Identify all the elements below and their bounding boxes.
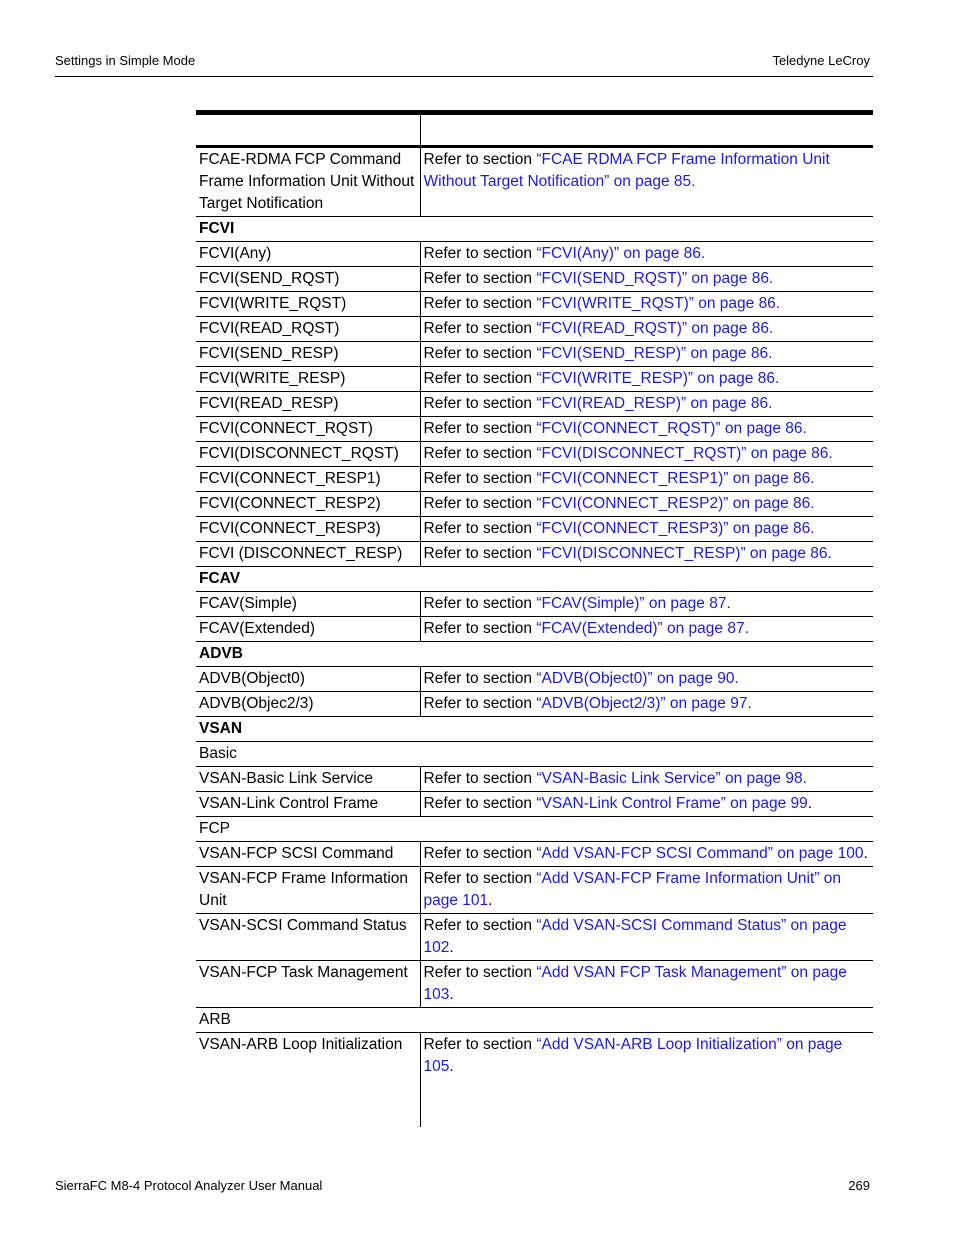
reference-cell — [420, 147, 873, 217]
reference-suffix: . — [449, 939, 454, 956]
cross-reference-link[interactable]: “Add VSAN-ARB Loop Initialization” on page 105 — [423, 1036, 843, 1075]
reference-suffix: . — [449, 1058, 454, 1075]
table-row — [196, 842, 873, 867]
field-name-cell: FCVI(DISCONNECT_RQST) — [196, 442, 420, 467]
reference-cell — [420, 367, 873, 392]
table-row — [196, 242, 873, 267]
reference-prefix: Refer to section — [423, 495, 537, 512]
cross-reference-link[interactable]: “FCVI(CONNECT_RESP1)” on page 86. — [536, 470, 815, 487]
reference-cell — [420, 292, 873, 317]
cross-reference-link[interactable]: “FCVI(Any)” on page 86. — [536, 245, 706, 262]
field-name-cell: FCVI(WRITE_RESP) — [196, 367, 420, 392]
cross-reference-link[interactable]: “Add VSAN-FCP SCSI Command” on page 100 — [536, 845, 864, 862]
reference-prefix: Refer to section — [423, 151, 537, 168]
reference-prefix: Refer to section — [423, 545, 537, 562]
cross-reference-link[interactable]: “FCVI(WRITE_RQST)” on page 86. — [536, 295, 781, 312]
footer-page-number: 269 — [848, 1178, 870, 1193]
reference-suffix: . — [488, 892, 493, 909]
reference-table — [196, 110, 873, 1127]
reference-cell — [420, 392, 873, 417]
field-name-cell: VSAN-FCP Task Management — [196, 961, 420, 1008]
cross-reference-link[interactable]: “ADVB(Object0)” on page 90. — [536, 670, 739, 687]
reference-cell — [420, 617, 873, 642]
field-name-cell: VSAN-Basic Link Service — [196, 767, 420, 792]
cross-reference-link[interactable]: “Add VSAN FCP Task Management” on page 103 — [423, 964, 847, 1003]
field-name-cell: FCVI(CONNECT_RESP2) — [196, 492, 420, 517]
reference-cell — [420, 961, 873, 1008]
reference-cell — [420, 867, 873, 914]
cross-reference-link[interactable]: “FCAV(Simple)” on page 87. — [536, 595, 731, 612]
table-row — [196, 417, 873, 442]
reference-prefix: Refer to section — [423, 620, 537, 637]
reference-prefix: Refer to section — [423, 470, 537, 487]
field-name-cell: FCVI(SEND_RQST) — [196, 267, 420, 292]
reference-prefix: Refer to section — [423, 520, 537, 537]
reference-prefix: Refer to section — [423, 845, 537, 862]
field-name-cell: FCAV(Extended) — [196, 617, 420, 642]
field-name-cell: VSAN-FCP SCSI Command — [196, 842, 420, 867]
table-row — [196, 914, 873, 961]
reference-cell — [420, 692, 873, 717]
reference-prefix: Refer to section — [423, 917, 537, 934]
cross-reference-link[interactable]: “FCAE RDMA FCP Frame Information Unit Without Target Notification” on page 85. — [423, 151, 830, 190]
cross-reference-link[interactable]: “VSAN-Link Control Frame” on page 99 — [536, 795, 808, 812]
reference-cell — [420, 517, 873, 542]
field-name-cell: FCVI(Any) — [196, 242, 420, 267]
table-row — [196, 767, 873, 792]
group-heading: VSAN — [196, 717, 873, 742]
table-row — [196, 867, 873, 914]
reference-table-body — [196, 113, 873, 1128]
field-name-cell: FCVI (DISCONNECT_RESP) — [196, 542, 420, 567]
field-name-cell: FCVI(CONNECT_RESP1) — [196, 467, 420, 492]
field-name-cell: FCVI(SEND_RESP) — [196, 342, 420, 367]
cross-reference-link[interactable]: “FCAV(Extended)” on page 87. — [536, 620, 749, 637]
cross-reference-link[interactable]: “FCVI(DISCONNECT_RQST)” on page 86. — [536, 445, 833, 462]
group-heading: FCAV — [196, 567, 873, 592]
running-header-brand: Teledyne LeCroy — [772, 53, 870, 68]
header-rule — [55, 76, 873, 77]
reference-prefix: Refer to section — [423, 670, 537, 687]
field-name-cell: FCVI(CONNECT_RQST) — [196, 417, 420, 442]
cross-reference-link[interactable]: “VSAN-Basic Link Service” on page 98. — [536, 770, 807, 787]
cross-reference-link[interactable]: “FCVI(WRITE_RESP)” on page 86. — [536, 370, 780, 387]
group-heading-row — [196, 717, 873, 742]
field-name-cell: VSAN-FCP Frame Information Unit — [196, 867, 420, 914]
cross-reference-link[interactable]: “FCVI(READ_RESP)” on page 86. — [536, 395, 773, 412]
subgroup-heading: ARB — [196, 1008, 873, 1033]
reference-prefix: Refer to section — [423, 270, 537, 287]
table-row — [196, 392, 873, 417]
reference-prefix: Refer to section — [423, 595, 537, 612]
cross-reference-link[interactable]: “FCVI(SEND_RESP)” on page 86. — [536, 345, 773, 362]
field-name-cell: FCAE-RDMA FCP Command Frame Information Unit Without Target Notification — [196, 147, 420, 217]
subgroup-heading-row — [196, 1008, 873, 1033]
group-heading-row — [196, 642, 873, 667]
reference-prefix: Refer to section — [423, 320, 537, 337]
cross-reference-link[interactable]: “FCVI(CONNECT_RESP2)” on page 86. — [536, 495, 815, 512]
reference-prefix: Refer to section — [423, 1036, 537, 1053]
table-row — [196, 792, 873, 817]
cross-reference-link[interactable]: “FCVI(SEND_RQST)” on page 86. — [536, 270, 774, 287]
table-row — [196, 267, 873, 292]
table-row — [196, 667, 873, 692]
table-row — [196, 617, 873, 642]
table-row — [196, 442, 873, 467]
field-name-cell: VSAN-Link Control Frame — [196, 792, 420, 817]
table-row — [196, 692, 873, 717]
field-name-cell: FCVI(WRITE_RQST) — [196, 292, 420, 317]
reference-prefix: Refer to section — [423, 420, 537, 437]
running-header-section: Settings in Simple Mode — [55, 53, 196, 68]
table-row — [196, 1033, 873, 1128]
reference-cell — [420, 842, 873, 867]
subgroup-heading-row — [196, 817, 873, 842]
reference-prefix: Refer to section — [423, 695, 537, 712]
reference-cell — [420, 417, 873, 442]
table-header-row — [196, 113, 873, 147]
reference-prefix: Refer to section — [423, 445, 537, 462]
reference-cell — [420, 792, 873, 817]
table-row — [196, 367, 873, 392]
reference-cell — [420, 267, 873, 292]
reference-prefix: Refer to section — [423, 795, 537, 812]
group-heading-row — [196, 567, 873, 592]
reference-prefix: Refer to section — [423, 295, 537, 312]
cross-reference-link[interactable]: “FCVI(READ_RQST)” on page 86. — [536, 320, 774, 337]
reference-suffix: . — [807, 795, 813, 812]
field-name-cell: FCVI(CONNECT_RESP3) — [196, 517, 420, 542]
table-row — [196, 517, 873, 542]
cross-reference-link[interactable]: “FCVI(CONNECT_RESP3)” on page 86. — [536, 520, 815, 537]
table-row — [196, 961, 873, 1008]
reference-cell — [420, 492, 873, 517]
table-row — [196, 542, 873, 567]
table-row — [196, 492, 873, 517]
cross-reference-link[interactable]: “ADVB(Object2/3)” on page 97. — [536, 695, 752, 712]
table-row — [196, 592, 873, 617]
table-row — [196, 317, 873, 342]
field-name-cell: VSAN-SCSI Command Status — [196, 914, 420, 961]
reference-cell — [420, 317, 873, 342]
table-header-cell-1 — [196, 113, 420, 147]
footer-manual-title: SierraFC M8-4 Protocol Analyzer User Manual — [55, 1178, 323, 1193]
field-name-cell: VSAN-ARB Loop Initialization — [196, 1033, 420, 1128]
group-heading-row — [196, 217, 873, 242]
reference-prefix: Refer to section — [423, 770, 537, 787]
cross-reference-link[interactable]: “Add VSAN-SCSI Command Status” on page 102 — [423, 917, 847, 956]
table-header-cell-2 — [420, 113, 873, 147]
reference-cell — [420, 767, 873, 792]
reference-suffix: . — [449, 986, 454, 1003]
subgroup-heading-row — [196, 742, 873, 767]
subgroup-heading: FCP — [196, 817, 873, 842]
cross-reference-link[interactable]: “Add VSAN-FCP Frame Information Unit” on page 101 — [423, 870, 842, 909]
reference-prefix: Refer to section — [423, 370, 537, 387]
reference-cell — [420, 592, 873, 617]
reference-cell — [420, 342, 873, 367]
field-name-cell: FCVI(READ_RQST) — [196, 317, 420, 342]
field-name-cell: ADVB(Objec2/3) — [196, 692, 420, 717]
reference-cell — [420, 467, 873, 492]
field-name-cell: FCAV(Simple) — [196, 592, 420, 617]
reference-cell — [420, 542, 873, 567]
field-name-cell: FCVI(READ_RESP) — [196, 392, 420, 417]
table-row — [196, 147, 873, 217]
cross-reference-link[interactable]: “FCVI(CONNECT_RQST)” on page 86. — [536, 420, 807, 437]
reference-prefix: Refer to section — [423, 245, 537, 262]
reference-prefix: Refer to section — [423, 870, 537, 887]
reference-cell — [420, 667, 873, 692]
cross-reference-link[interactable]: “FCVI(DISCONNECT_RESP)” on page 86. — [536, 545, 832, 562]
reference-cell — [420, 242, 873, 267]
group-heading: ADVB — [196, 642, 873, 667]
reference-prefix: Refer to section — [423, 395, 537, 412]
field-name-cell: ADVB(Object0) — [196, 667, 420, 692]
reference-cell — [420, 442, 873, 467]
reference-cell — [420, 914, 873, 961]
reference-prefix: Refer to section — [423, 345, 537, 362]
reference-cell — [420, 1033, 873, 1128]
reference-suffix: . — [863, 845, 868, 862]
table-row — [196, 467, 873, 492]
subgroup-heading: Basic — [196, 742, 873, 767]
group-heading: FCVI — [196, 217, 873, 242]
table-row — [196, 292, 873, 317]
table-row — [196, 342, 873, 367]
reference-prefix: Refer to section — [423, 964, 537, 981]
